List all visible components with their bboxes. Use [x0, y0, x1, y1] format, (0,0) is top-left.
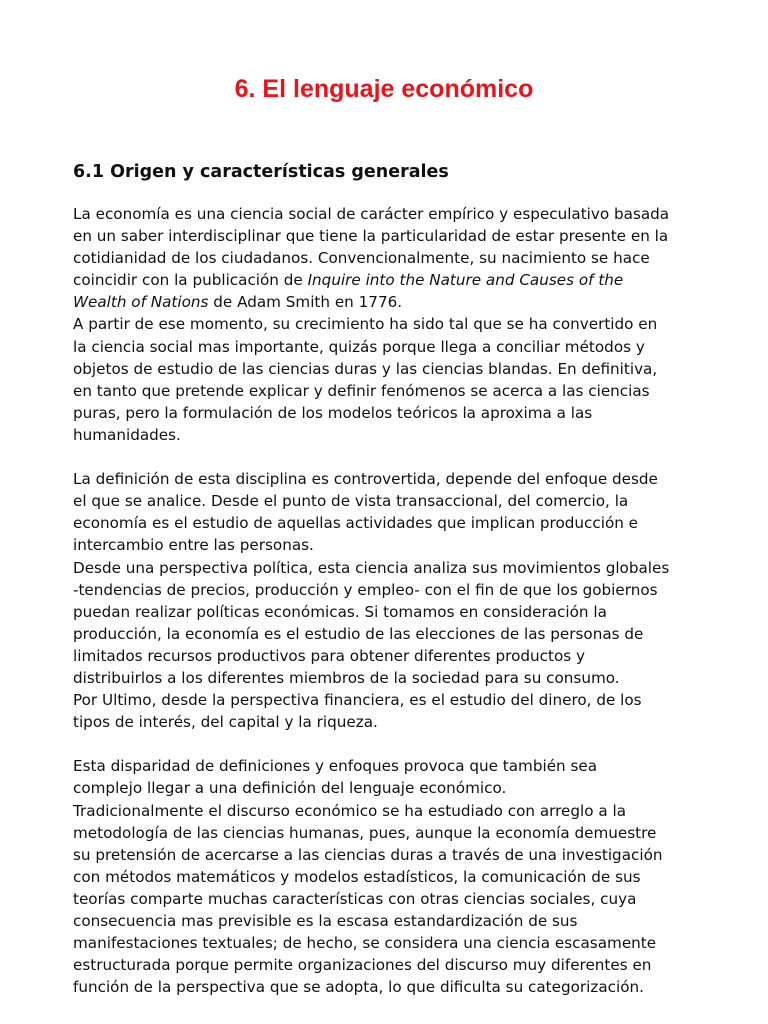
document-body — [73, 203, 703, 998]
text-line: metodología de las ciencias humanas, pues, aunque la economía demuestre — [73, 823, 657, 842]
text-line: Desde una perspectiva política, esta ciencia analiza sus movimientos globales — [73, 558, 670, 577]
text-line: complejo llegar a una definición del lenguaje económico. — [73, 779, 507, 798]
text-segment: coincidir con la publicación de — [73, 271, 308, 290]
book-title-italic: Inquire into the Nature and Causes of the — [307, 271, 624, 290]
text-line: intercambio entre las personas. — [73, 536, 314, 555]
paragraph-gap — [73, 446, 703, 468]
text-line: estructurada porque permite organizaciones del discurso muy diferentes en — [73, 956, 652, 975]
text-line: consecuencia mas previsible es la escasa estandardización de sus — [73, 912, 578, 930]
text-line: Por Ultimo, desde la perspectiva financiera, es el estudio del dinero, de los — [73, 691, 642, 710]
text-line: en tanto que pretende explicar y definir fenómenos se acerca a las ciencias — [73, 381, 650, 400]
text-line — [73, 291, 703, 313]
page-title: 6. El lenguaje económico — [234, 75, 534, 103]
text-line: puedan realizar políticas económicas. Si tomamos en consideración la — [73, 602, 607, 621]
text-line: La definición de esta disciplina es controvertida, depende del enfoque desde — [73, 470, 658, 489]
text-line: distribuirlos a los diferentes miembros de la sociedad para su consumo. — [73, 668, 620, 687]
text-line: su pretensión de acercarse a las ciencias duras a través de una investigación — [73, 845, 663, 864]
text-line: economía es el estudio de aquellas actividades que implican producción e — [73, 514, 639, 533]
text-line: producción, la economía es el estudio de las elecciones de las personas de — [73, 624, 644, 643]
text-line: función de la perspectiva que se adopta, lo que dificulta su categorización. — [73, 978, 644, 997]
text-line: puras, pero la formulación de los modelos teóricos la aproxima a las — [73, 403, 593, 422]
text-line: objetos de estudio de las ciencias duras y las ciencias blandas. En definitiva, — [73, 359, 658, 378]
text-line: cotidianidad de los ciudadanos. Convencionalmente, su nacimiento se hace — [73, 249, 650, 268]
text-line: manifestaciones textuales; de hecho, se considera una ciencia escasamente — [73, 934, 657, 953]
text-line: con métodos matemáticos y modelos estadísticos, la comunicación de sus — [73, 867, 641, 886]
text-line: Tradicionalmente el discurso económico se ha estudiado con arreglo a la — [73, 801, 627, 820]
text-line: La economía es una ciencia social de carácter empírico y especulativo basada — [73, 205, 670, 223]
text-line: limitados recursos productivos para obtener diferentes productos y — [73, 646, 585, 665]
text-line: la ciencia social mas importante, quizás porque llega a conciliar métodos y — [73, 337, 645, 356]
text-line: Esta disparidad de definiciones y enfoques provoca que también sea — [73, 757, 598, 776]
text-line: en un saber interdisciplinar que tiene la particularidad de estar presente en la — [73, 227, 669, 246]
book-title-italic: Wealth of Nations — [73, 293, 209, 312]
text-line: tipos de interés, del capital y la riqueza. — [73, 713, 378, 732]
text-line: humanidades. — [73, 425, 181, 444]
section-title: 6.1 Origen y características generales — [73, 162, 449, 182]
text-line: -tendencias de precios, producción y empleo- con el fin de que los gobiernos — [73, 580, 658, 599]
text-line: A partir de ese momento, su crecimiento ha sido tal que se ha convertido en — [73, 315, 658, 334]
text-line — [73, 269, 703, 291]
paragraph-gap — [73, 733, 703, 755]
text-line: el que se analice. Desde el punto de vista transaccional, del comercio, la — [73, 492, 629, 511]
text-line: teorías comparte muchas características con otras ciencias sociales, cuya — [73, 889, 637, 908]
text-segment: de Adam Smith en 1776. — [208, 293, 403, 312]
